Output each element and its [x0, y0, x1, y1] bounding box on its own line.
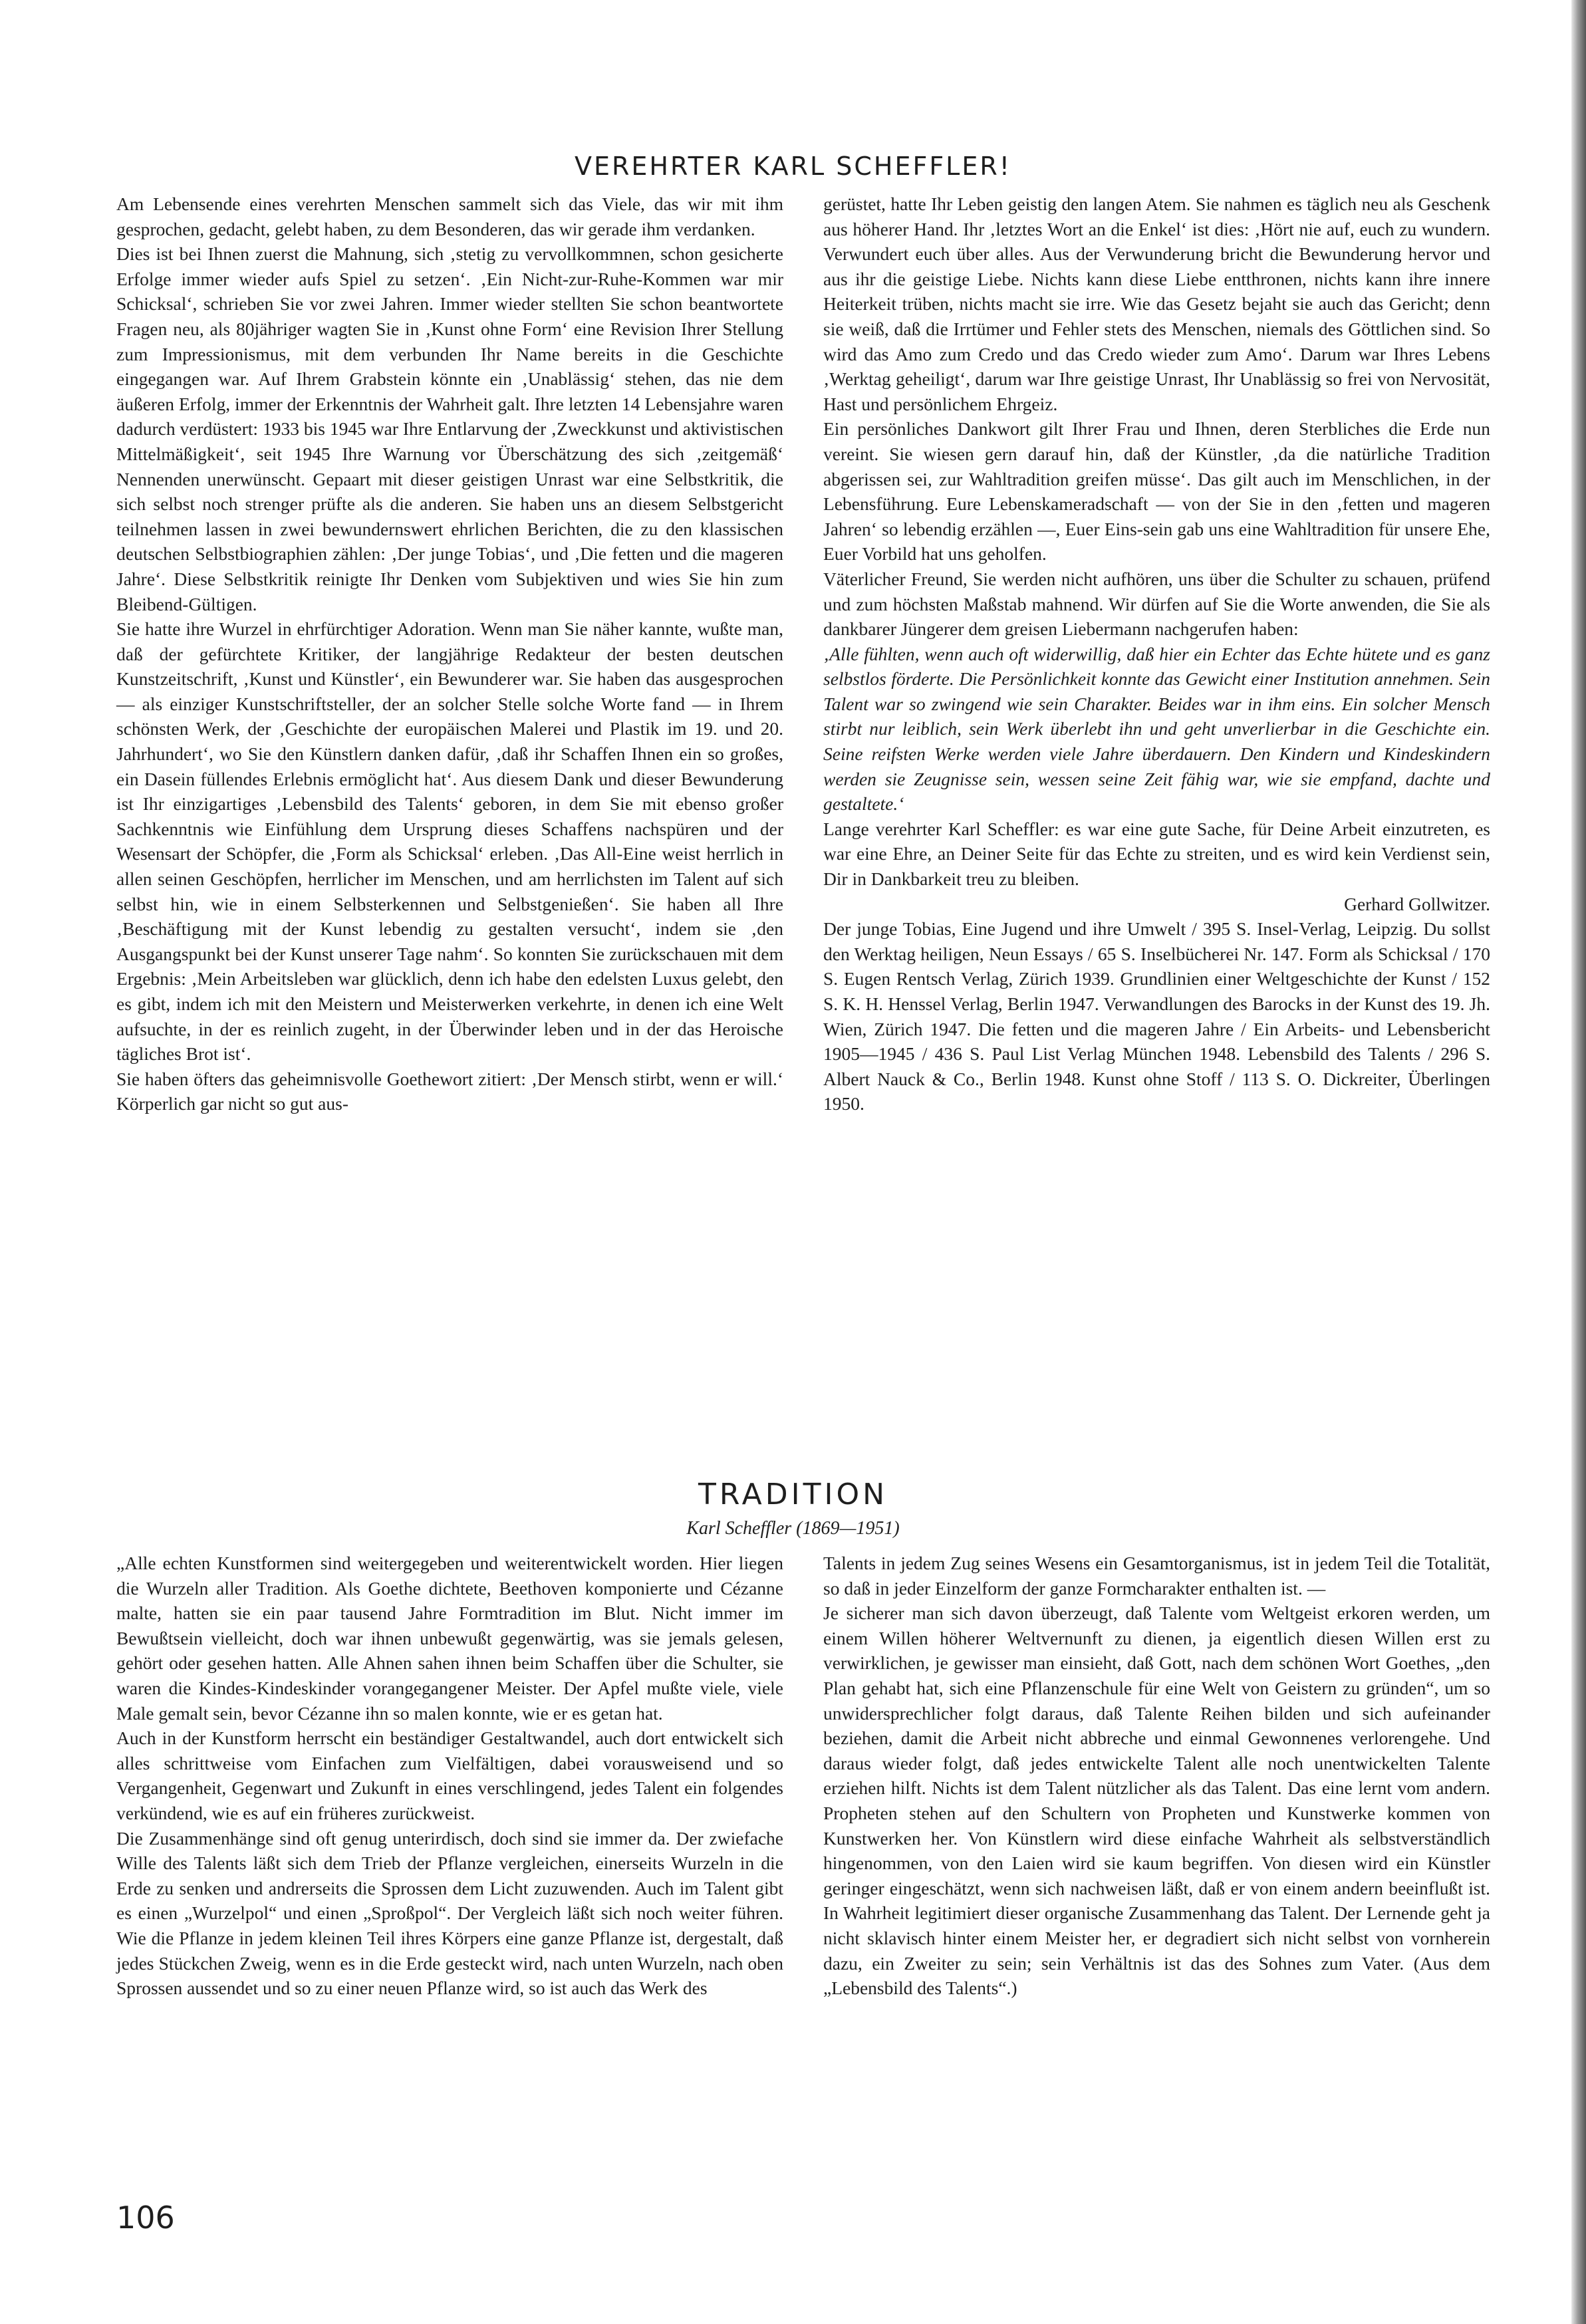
article1-left-column [116, 192, 783, 1116]
paragraph: Ein persönliches Dankwort gilt Ihrer Frau und Ihnen, deren Sterbliches die Erde nun vereint. Sie wiesen gern darauf hin, daß der Künstler, ‚da die natürliche Tradition abgerissen sei, zur Wahltradition greifen müsse‘. Das gilt auch im Menschlichen, in der Lebensführung. Eure Lebenskameradschaft — von der Sie in den ‚fetten und mageren Jahren‘ so lebendig erzählen —, Euer Eins-sein gab uns eine Wahltradition für unsere Ehe, Euer Vorbild hat uns geholfen. [823, 418, 1490, 565]
paragraph: Auch in der Kunstform herrscht ein beständiger Gestaltwandel, auch dort entwickelt sich alles schrittweise vom Einfachen zum Vielfältigen, dabei vorausweisend und so Vergangenheit, Gegenwart und Zukunft in eines verschlingend, jedes Talent ein folgendes verkündend, wie es auf ein früheres zurückweist. [116, 1728, 783, 1823]
paragraph: Die Zusammenhänge sind oft genug unterirdisch, doch sind sie immer da. Der zwiefache Wille des Talents läßt sich dem Trieb der Pflanze vergleichen, einerseits Wurzeln in die Erde zu senken und andrerseits die Sprossen dem Licht zuzuwenden. Auch im Talent gibt es einen „Wurzelpol“ und einen „Sproßpol“. Der Vergleich läßt sich noch weiter führen. Wie die Pflanze in jedem kleinen Teil ihres Körpers eine ganze Pflanze ist, dergestalt, daß jedes Stückchen Zweig, wenn es in die Erde gesteckt wird, nach unten Wurzeln, nach oben Sprossen aussendet und so zu einer neuen Pflanze wird, so ist auch das Werk des [116, 1827, 783, 1999]
bibliography: Der junge Tobias, Eine Jugend und ihre Umwelt / 395 S. Insel-Verlag, Leipzig. Du sollst den Werktag heiligen, Neun Essays / 65 S. Inselbücherei Nr. 147. Form als Schicksal / 170 S. Eugen Rentsch Verlag, Zürich 1939. Grundlinien einer Weltgeschichte der Kunst / 152 S. K. H. Henssel Verlag, Berlin 1947. Verwandlungen des Barocks in der Kunst des 19. Jh. Wien, Zürich 1947. Die fetten und die mageren Jahre / Ein Arbeits- und Lebensbericht 1905—1945 / 436 S. Paul List Verlag München 1948. Lebensbild des Talents / 296 S. Albert Nauck & Co., Berlin 1948. Kunst ohne Stoff / 113 S. O. Dickreiter, Überlingen 1950. [823, 918, 1490, 1114]
paragraph: „Alle echten Kunstformen sind weitergegeben und weiterentwickelt worden. Hier liegen die Wurzeln aller Tradition. Als Goethe dichtete, Beethoven komponierte und Cézanne malte, hatten sie ein paar tausend Jahre Formtradition im Blut. Nicht immer im Bewußtsein vielleicht, doch war ihnen unbewußt gegenwärtig, was sie jemals gelesen, gehört oder gesehen hatten. Alle Ahnen sahen ihnen beim Schaffen über die Schulter, sie waren die Kindes-Kindeskinder vorangegangener Meister. Der Apfel mußte viele, viele Male gemalt sein, bevor Cézanne ihn so malen konnte, wie er es getan hat. [116, 1553, 783, 1724]
quotation: ‚Alle fühlten, wenn auch oft widerwillig, daß hier ein Echter das Echte hütete und es ganz selbstlos förderte. Die Persönlichkeit konnte das Gewicht einer Institution annehmen. Sein Talent war so zwingend wie sein Charakter. Beides war in ihm eins. Ein solcher Mensch stirbt nur leiblich, sein Werk überlebt ihn und geht unverlierbar in die Geschichte ein. Seine reifsten Werke werden viele Jahre überdauern. Den Kindern und Kindeskindern werden sie Zeugnisse sein, wessen seine Zeit fähig war, wie sie empfand, dachte und gestaltete.‘ [823, 643, 1490, 815]
article-title-tradition: TRADITION [698, 1478, 888, 1511]
paragraph: Sie haben öfters das geheimnisvolle Goethewort zitiert: ‚Der Mensch stirbt, wenn er will.‘ Körperlich gar nicht so gut aus- [116, 1068, 783, 1114]
paragraph: Dies ist bei Ihnen zuerst die Mahnung, sich ‚stetig zu vervollkommnen, schon gesicherte Erfolge immer wieder aufs Spiel zu setzen‘. ‚Ein Nicht-zur-Ruhe-Kommen war mir Schicksal‘, schrieben Sie vor zwei Jahren. Immer wieder stellten Sie schon beantwortete Fragen neu, als 80jähriger wagten Sie in ‚Kunst ohne Form‘ eine Revision Ihrer Stellung zum Impressionismus, mit dem verbunden Ihr Name bereits in die Geschichte eingegangen war. Auf Ihrem Grabstein könnte ein ‚Unablässig‘ stehen, das nie dem äußeren Erfolg, immer der Erkenntnis der Wahrheit galt. Ihre letzten 14 Lebensjahre waren dadurch verdüstert: 1933 bis 1945 war Ihre Entlarvung der ‚Zweckkunst und aktivistischen Mittelmäßigkeit‘, seit 1945 Ihre Warnung vor Überschätzung des sich ‚zeitgemäß‘ Nennenden unerwünscht. Gepaart mit dieser geistigen Unrast war eine Selbstkritik, die sich selbst noch strenger prüfte als die anderen. Sie haben uns an diesem Selbstgericht teilnehmen lassen in zwei bewundernswert ehrlichen Berichten, die zu den klassischen deutschen Selbstbiographien zählen: ‚Der junge Tobias‘, und ‚Die fetten und die mageren Jahre‘. Diese Selbstkritik reinigte Ihr Denken vom Subjektiven und wies Sie hin zum Bleibend-Gültigen. [116, 243, 783, 614]
paragraph: Talents in jedem Zug seines Wesens ein Gesamtorganismus, ist in jedem Teil die Totalität, so daß in jeder Einzelform der ganze Formcharakter enthalten ist. — [823, 1553, 1490, 1599]
article2-left-column [116, 1551, 783, 2001]
paragraph: Je sicherer man sich davon überzeugt, daß Talente vom Weltgeist erkoren werden, um einem Willen höherer Weltvernunft zu dienen, ja eigentlich diesen Willen erst zu verwirklichen, je gewisser man einsieht, daß Gott, nach dem schönen Wort Goethes, „den Plan gehabt hat, sich eine Pflanzenschule für eine Welt von Geistern zu gründen“, um so unwidersprechlicher folgt daraus, daß Talente Reihen bilden und sich aufeinander beziehen, damit die Arbeit nicht abbreche und einmal Gewonnenes verlorengehe. Und daraus wieder folgt, daß jedes entwickelte Talent alle noch unentwickelten Talente erziehen hilft. Nichts ist dem Talent nützlicher als das Talent. Das eine lernt vom andern. Propheten stehen auf den Schultern von Propheten und Kunstwerke kommen von Kunstwerken her. Von Künstlern wird diese einfache Wahrheit als selbstverständlich hingenommen, von den Laien wird sie kaum begriffen. Von diesen wird ein Künstler geringer eingeschätzt, wenn sich nachweisen läßt, daß er von einem andern beeinflußt ist. In Wahrheit legitimiert dieser organische Zusammenhang das Talent. Der Lernende geht ja nicht sklavisch hinter einem Meister her, er degradiert sich nicht selbst von vornherein dazu, ein Zweiter zu sein; sein Verhältnis ist das des Sohnes zum Vater. (Aus dem „Lebensbild des Talents“.) [823, 1603, 1490, 1999]
article1-right-column [823, 192, 1490, 1116]
paragraph: Am Lebensende eines verehrten Menschen sammelt sich das Viele, das wir mit ihm gesprochen, gedacht, gelebt haben, zu dem Besonderen, das wir gerade ihm verdanken. [116, 194, 783, 239]
article2-right-column [823, 1551, 1490, 2001]
page-number: 106 [116, 2200, 175, 2236]
author-signature: Gerhard Gollwitzer. [1344, 893, 1490, 914]
page-edge-shadow [1571, 0, 1586, 2324]
paragraph: Väterlicher Freund, Sie werden nicht aufhören, uns über die Schulter zu schauen, prüfend und zum höchsten Maßstab mahnend. Wir dürfen auf Sie die Worte anwenden, die Sie als dankbarer Jüngerer dem greisen Liebermann nachgerufen haben: [823, 568, 1490, 640]
article-subtitle: Karl Scheffler (1869—1951) [686, 1518, 900, 1539]
paragraph: gerüstet, hatte Ihr Leben geistig den langen Atem. Sie nahmen es täglich neu als Geschenk aus höherer Hand. Ihr ‚letztes Wort an die Enkel‘ ist dies: ‚Hört nie auf, euch zu wundern. Verwundert euch über alles. Aus der Verwunderung bricht die Bewunderung hervor und aus ihr die geistige Liebe. Nichts kann diese Liebe entthronen, nichts kann ihre innere Heiterkeit trüben, nichts macht sie irre. Wie das Gesetz bejaht sie auch das Gericht; denn sie weiß, daß die Irrtümer und Fehler stets des Menschen, niemals des Göttlichen sind. So wird das Amo zum Credo und das Credo wieder zum Amo‘. Darum war Ihres Lebens ‚Werktag geheiligt‘, darum war Ihre geistige Unrast, Ihr Unablässig so frei von Nervosität, Hast und persönlichem Ehrgeiz. [823, 194, 1490, 414]
paragraph: Lange verehrter Karl Scheffler: es war eine gute Sache, für Deine Arbeit einzutreten, es war eine Ehre, an Deiner Seite für das Echte zu streiten, und es wird kein Verdienst sein, Dir in Dankbarkeit treu zu bleiben. [823, 818, 1490, 890]
paragraph: Sie hatte ihre Wurzel in ehrfürchtiger Adoration. Wenn man Sie näher kannte, wußte man, daß der gefürchtete Kritiker, der langjährige Redakteur der besten deutschen Kunstzeitschrift, ‚Kunst und Künstler‘, ein Bewunderer war. Sie haben das ausgesprochen — als einziger Kunstschriftsteller, der an solcher Stelle solche Worte fand — in Ihrem schönsten Werk, der ‚Geschichte der europäischen Malerei und Plastik im 19. und 20. Jahrhundert‘, wo Sie den Künstlern danken dafür, ‚daß ihr Schaffen Ihnen ein so großes, ein Dasein füllendes Erlebnis ermöglicht hat‘. Aus diesem Dank und dieser Bewunderung ist Ihr einzigartiges ‚Lebensbild des Talents‘ geboren, in dem Sie mit ebenso großer Sachkenntnis wie Einfühlung dem Ursprung dieses Schaffens nachspüren und der Wesensart der Schöpfer, die ‚Form als Schicksal‘ erleben. ‚Das All-Eine weist herrlich in allen seinen Geschöpfen, herrlicher im Menschen, und am herrlichsten im Talent auf sich selbst hin, wie in einem Selbsterkennen und Selbstgenießen‘. Sie haben all Ihre ‚Beschäftigung mit der Kunst lebendig zu gestalten versucht‘, indem sie ‚den Ausgangspunkt bei der Kunst unserer Tage nahm‘. So konnten Sie zurückschauen mit dem Ergebnis: ‚Mein Arbeitsleben war glücklich, denn ich habe den edelsten Luxus gelebt, den es gibt, indem ich mit den Meistern und Meisterwerken verkehrte, in denen ich eine Welt aufsuchte, in der es reinlich zugeht, in der Überwinder leben und in der das Heroische tägliches Brot ist‘. [116, 618, 783, 1065]
article-title-scheffler: VEREHRTER KARL SCHEFFLER! [574, 152, 1011, 181]
